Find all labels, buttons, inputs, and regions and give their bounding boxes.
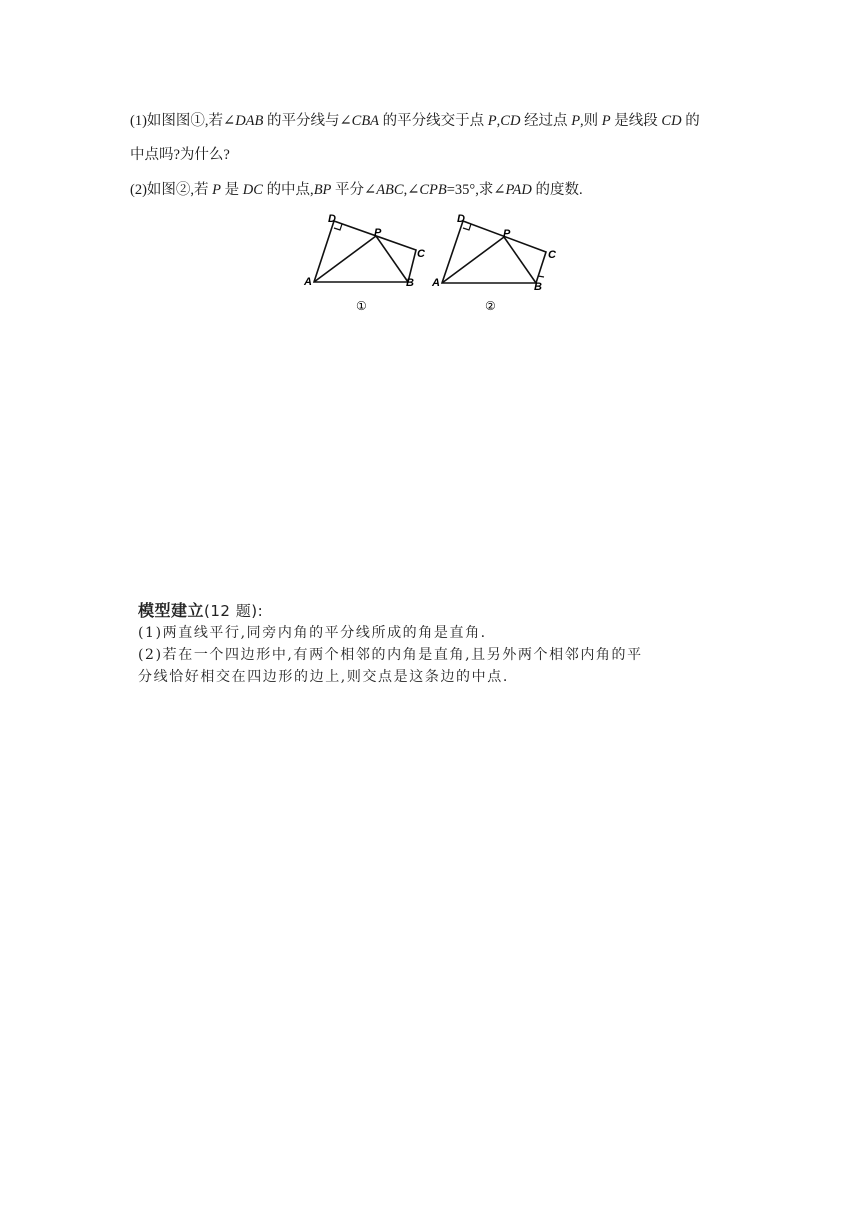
model-line-3: 分线恰好相交在四边形的边上,则交点是这条边的中点. — [138, 669, 509, 685]
text-segment: =35°,求∠ — [446, 182, 506, 198]
text-segment: ,则 — [580, 113, 602, 129]
text-segment: 的度数. — [531, 182, 583, 198]
angle-name: PAD — [505, 182, 532, 198]
model-title-main: 模型建立 — [138, 601, 205, 620]
text-segment: 是线段 — [610, 113, 662, 129]
point-label-c: C — [548, 249, 556, 261]
text-segment: 是 — [221, 182, 243, 198]
question-part1-line2: 中点吗?为什么? — [130, 147, 230, 163]
text-segment: (1)如图图①,若∠ — [130, 113, 236, 129]
point-label-c: C — [417, 248, 425, 260]
angle-name: DAB — [235, 113, 264, 129]
text-segment: 的 — [681, 113, 700, 129]
text-segment: ,∠ — [403, 182, 420, 198]
point-name: P — [571, 113, 581, 129]
point-label-b: B — [534, 281, 542, 293]
model-line-2: (2)若在一个四边形中,有两个相邻的内角是直角,且另外两个相邻内角的平 — [138, 647, 643, 663]
point-label-d: D — [457, 213, 465, 225]
text-segment: 平分∠ — [331, 182, 377, 198]
point-label-b: B — [406, 277, 414, 289]
angle-name: CBA — [351, 113, 380, 129]
figures-svg — [296, 206, 568, 318]
model-line-1: (1)两直线平行,同旁内角的平分线所成的角是直角. — [138, 625, 487, 641]
angle-name: CPB — [419, 182, 447, 198]
right-angle-mark-c — [538, 276, 544, 277]
segment-name: CD — [500, 113, 521, 129]
figure-2 — [442, 221, 546, 283]
point-name: P — [487, 113, 497, 129]
model-title-note: (12 题): — [204, 602, 264, 620]
text-segment: 的平分线与∠ — [263, 113, 352, 129]
question-part1-line1 — [130, 111, 700, 131]
point-label-p: P — [503, 228, 511, 240]
figure-label-1: ① — [356, 299, 367, 313]
model-title — [138, 600, 738, 622]
segment-name: CD — [661, 113, 682, 129]
point-label-a: A — [432, 277, 440, 289]
model-summary — [138, 600, 738, 688]
text-segment: 经过点 — [520, 113, 572, 129]
segment-ap — [442, 237, 504, 283]
point-name: P — [601, 113, 611, 129]
figure-1 — [314, 221, 416, 282]
point-label-p: P — [374, 227, 382, 239]
segment-name: DC — [242, 182, 263, 198]
question-part2 — [130, 180, 583, 200]
text-segment: , — [496, 113, 501, 129]
angle-name: ABC — [376, 182, 404, 198]
segment-bp — [376, 236, 408, 282]
point-label-d: D — [328, 213, 336, 225]
point-name: P — [212, 182, 222, 198]
text-segment: 的平分线交于点 — [379, 113, 488, 129]
segment-bp — [504, 237, 536, 283]
point-label-a: A — [304, 276, 312, 288]
figure-label-2: ② — [485, 299, 496, 313]
geometry-figures — [296, 206, 568, 318]
segment-name: BP — [313, 182, 332, 198]
text-segment: 的中点, — [262, 182, 314, 198]
text-segment: (2)如图②,若 — [130, 182, 213, 198]
segment-ap — [314, 236, 376, 282]
